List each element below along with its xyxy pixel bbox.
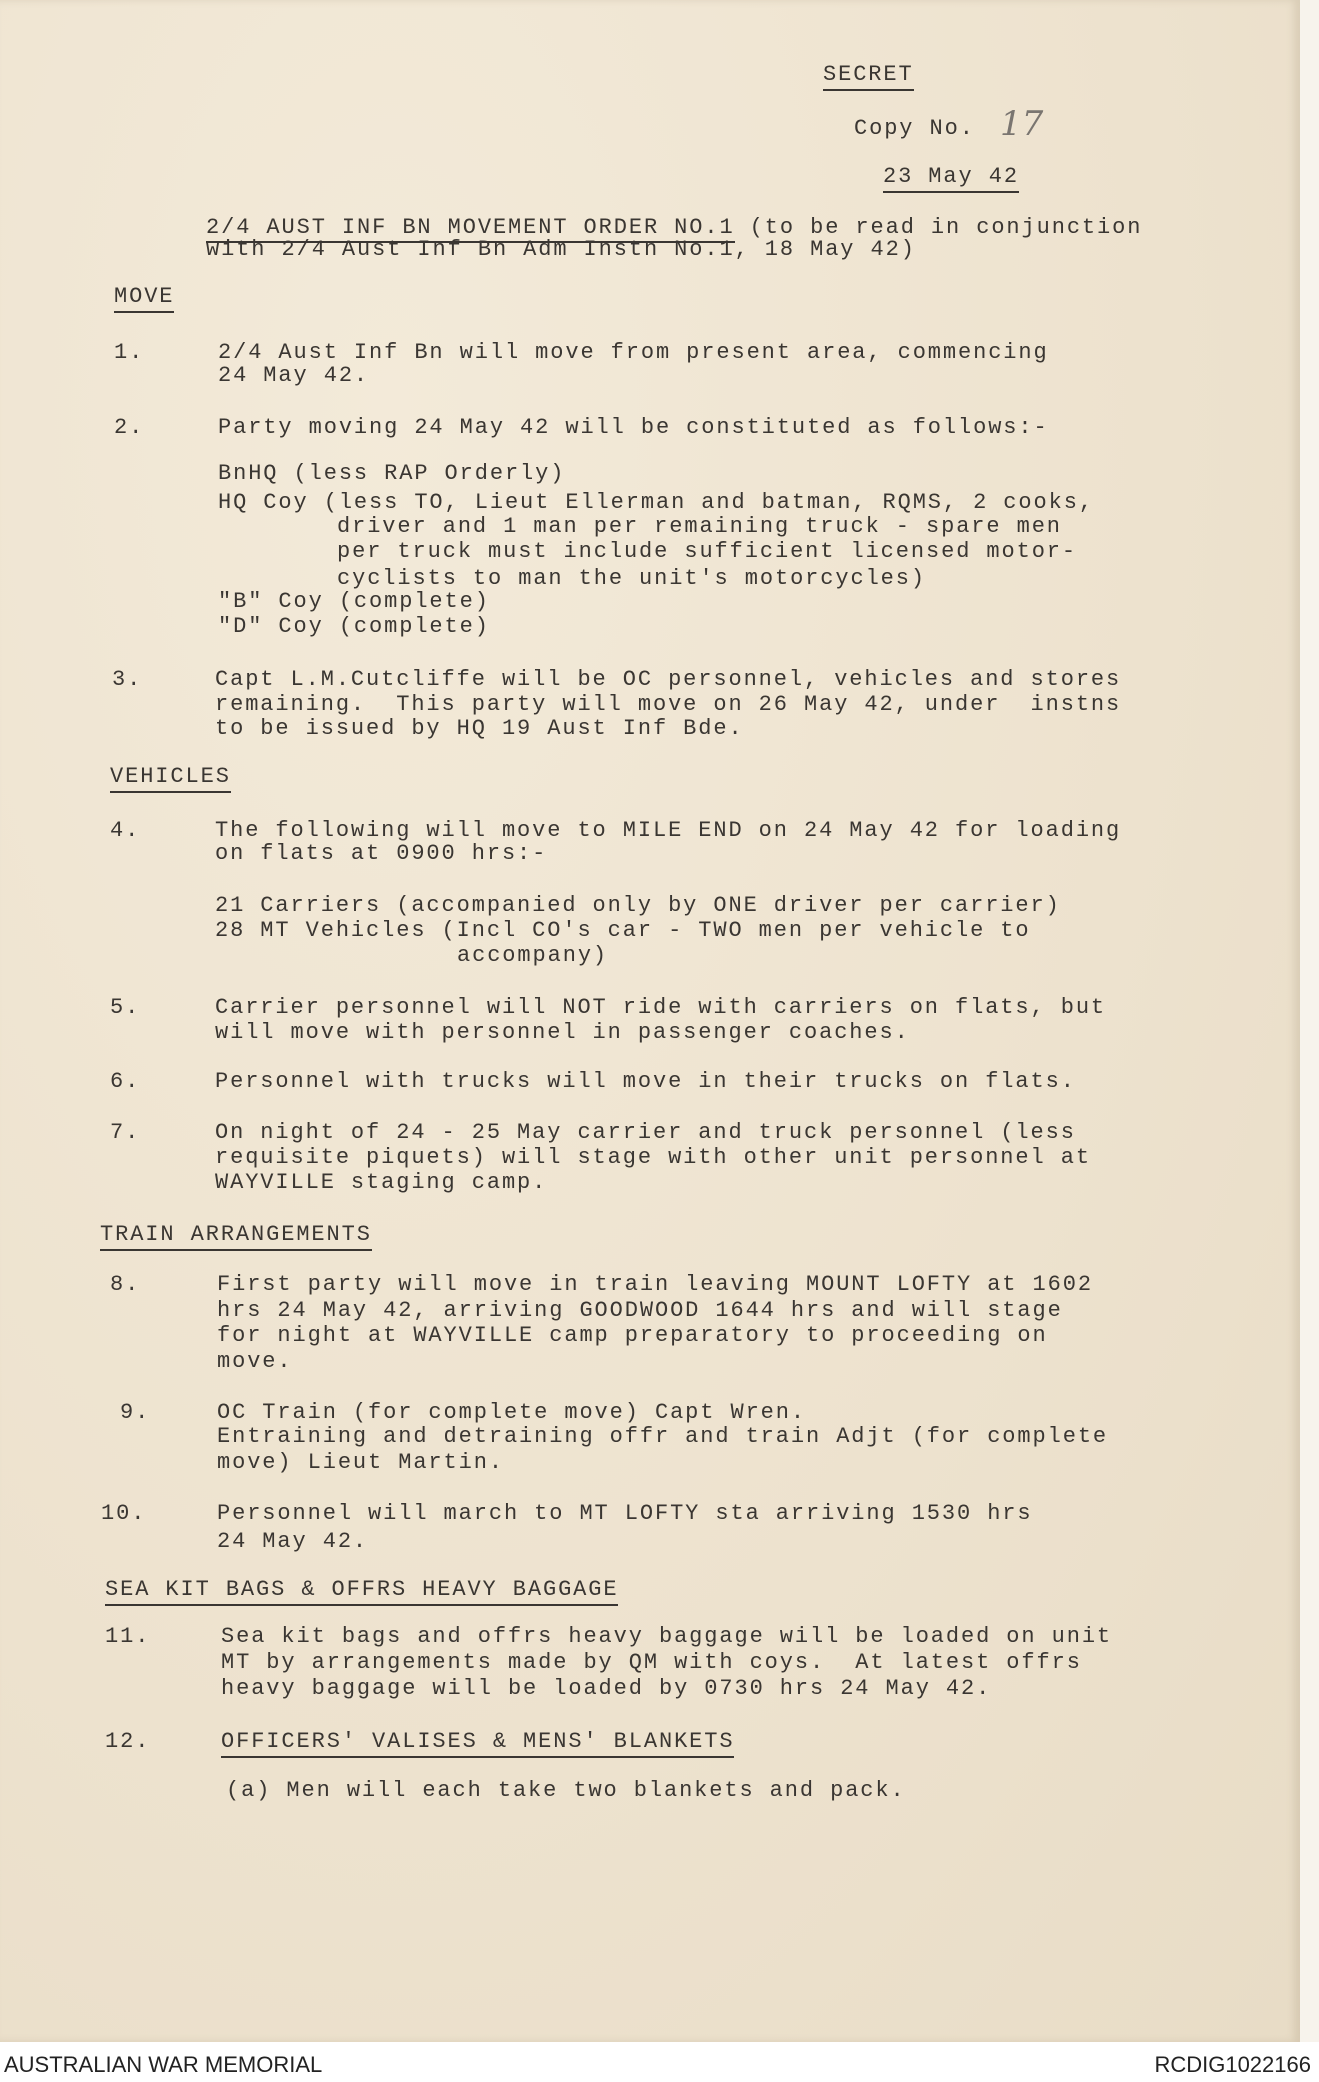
- para-line: Carrier personnel will NOT ride with carriers on flats, but: [215, 995, 1107, 1020]
- list-item: "D" Coy (complete): [218, 614, 490, 639]
- para-number: 1.: [114, 340, 145, 365]
- para-number: 4.: [110, 818, 141, 843]
- list-item: "B" Coy (complete): [218, 589, 490, 614]
- para-line: 24 May 42.: [217, 1529, 369, 1554]
- para-number: 6.: [110, 1069, 141, 1094]
- para-number: 11.: [105, 1624, 151, 1649]
- para-line: Party moving 24 May 42 will be constituted as follows:-: [218, 415, 1049, 440]
- para-line: move.: [217, 1349, 293, 1374]
- document-date: 23 May 42: [883, 164, 1019, 193]
- copy-number-handwritten: 17: [1000, 104, 1044, 144]
- para-number: 12.: [105, 1729, 151, 1754]
- para-number: 7.: [110, 1120, 141, 1145]
- subheading-valises: OFFICERS' VALISES & MENS' BLANKETS: [221, 1729, 734, 1758]
- para-line: (a) Men will each take two blankets and pack.: [226, 1778, 906, 1803]
- list-item: 21 Carriers (accompanied only by ONE driver per carrier): [215, 893, 1061, 918]
- title-rest: (to be read in conjunction: [734, 215, 1143, 240]
- para-number: 8.: [110, 1272, 141, 1297]
- para-line: to be issued by HQ 19 Aust Inf Bde.: [215, 716, 744, 741]
- list-item: cyclists to man the unit's motorcycles): [337, 566, 926, 591]
- classification-heading: SECRET: [823, 62, 914, 91]
- para-line: First party will move in train leaving MOUNT LOFTY at 1602: [217, 1272, 1093, 1297]
- para-line: Personnel will march to MT LOFTY sta arriving 1530 hrs: [217, 1501, 1033, 1526]
- archive-credit: AUSTRALIAN WAR MEMORIAL: [4, 2052, 323, 2077]
- para-line: OC Train (for complete move) Capt Wren.: [217, 1400, 806, 1425]
- list-item: 28 MT Vehicles (Incl CO's car - TWO men per vehicle to: [215, 918, 1031, 943]
- para-number: 10.: [101, 1501, 147, 1526]
- para-line: MT by arrangements made by QM with coys. At latest offrs: [221, 1650, 1082, 1675]
- section-heading-baggage: SEA KIT BAGS & OFFRS HEAVY BAGGAGE: [105, 1577, 618, 1606]
- para-line: Personnel with trucks will move in their trucks on flats.: [215, 1069, 1076, 1094]
- para-line: The following will move to MILE END on 24 May 42 for loading: [215, 818, 1122, 843]
- para-number: 9.: [120, 1400, 151, 1425]
- para-number: 3.: [112, 667, 143, 692]
- para-line: Sea kit bags and offrs heavy baggage will be loaded on unit: [221, 1624, 1113, 1649]
- para-line: 24 May 42.: [218, 363, 370, 388]
- para-line: 2/4 Aust Inf Bn will move from present area, commencing: [218, 340, 1049, 365]
- para-number: 2.: [114, 415, 145, 440]
- para-line: for night at WAYVILLE camp preparatory to proceeding on: [217, 1323, 1048, 1348]
- list-item: accompany): [457, 943, 609, 968]
- para-line: requisite piquets) will stage with other unit personnel at: [215, 1145, 1091, 1170]
- title-underlined: 2/4 AUST INF BN MOVEMENT ORDER NO.1: [206, 215, 735, 243]
- list-item: driver and 1 man per remaining truck - spare men: [337, 514, 1062, 539]
- para-number: 5.: [110, 995, 141, 1020]
- title-line-2: with 2/4 Aust Inf Bn Adm Instn No.1, 18 May 42): [206, 237, 916, 262]
- section-heading-vehicles: VEHICLES: [110, 764, 231, 793]
- page-edge: [1300, 0, 1319, 2042]
- list-item: BnHQ (less RAP Orderly): [218, 461, 566, 486]
- para-line: will move with personnel in passenger coaches.: [215, 1020, 910, 1045]
- para-line: Entraining and detraining offr and train Adjt (for complete: [217, 1424, 1109, 1449]
- para-line: Capt L.M.Cutcliffe will be OC personnel, vehicles and stores: [215, 667, 1122, 692]
- copy-label: Copy No.: [854, 116, 975, 141]
- section-heading-move: MOVE: [114, 284, 174, 313]
- para-line: on flats at 0900 hrs:-: [215, 841, 548, 866]
- list-item: per truck must include sufficient licensed motor-: [337, 539, 1078, 564]
- para-line: On night of 24 - 25 May carrier and truck personnel (less: [215, 1120, 1076, 1145]
- para-line: heavy baggage will be loaded by 0730 hrs 24 May 42.: [221, 1676, 992, 1701]
- section-heading-train: TRAIN ARRANGEMENTS: [100, 1222, 372, 1251]
- para-line: remaining. This party will move on 26 May 42, under instns: [215, 692, 1122, 717]
- para-line: hrs 24 May 42, arriving GOODWOOD 1644 hrs and will stage: [217, 1298, 1063, 1323]
- para-line: move) Lieut Martin.: [217, 1450, 504, 1475]
- list-item: HQ Coy (less TO, Lieut Ellerman and batman, RQMS, 2 cooks,: [218, 490, 1094, 515]
- record-id: RCDIG1022166: [1154, 2052, 1311, 2077]
- para-line: WAYVILLE staging camp.: [215, 1170, 548, 1195]
